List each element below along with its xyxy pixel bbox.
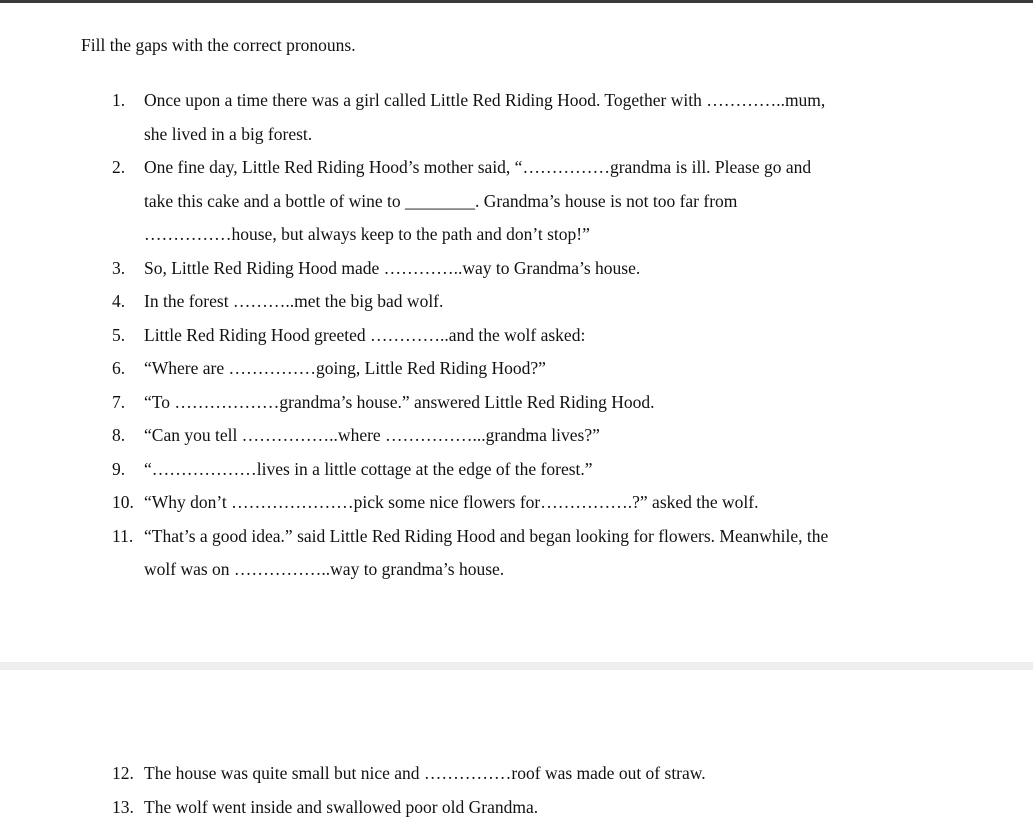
list-item — [0, 358, 1033, 392]
document-page-1 — [0, 3, 1033, 662]
item-text-line: “Where are ……………going, Little Red Riding Hood?” — [144, 358, 546, 378]
item-text-line: she lived in a big forest. — [144, 123, 313, 144]
item-number: 12. — [112, 763, 134, 783]
item-number: 2. — [112, 157, 126, 177]
item-number: 9. — [112, 458, 126, 479]
item-text-line: “That’s a good idea.” said Little Red Riding Hood and began looking for flowers. Meanwhile, the — [144, 525, 829, 546]
item-text-line: take this cake and a bottle of wine to ________. Grandma’s house is not too far from — [144, 190, 738, 211]
list-item — [0, 459, 1033, 493]
item-text-line: ……………house, but always keep to the path and don’t stop!” — [144, 224, 590, 244]
list-item — [0, 157, 1033, 258]
item-text-line: “Can you tell ……………..where ……………...grandma lives?” — [144, 425, 600, 445]
item-text-line: “Why don’t …………………pick some nice flowers for…………….?” asked the wolf. — [144, 492, 759, 512]
item-number: 7. — [112, 391, 126, 412]
exercise-list-page-2 — [0, 763, 1033, 830]
item-text-line: Little Red Riding Hood greeted …………..and the wolf asked: — [144, 324, 586, 345]
item-number: 4. — [112, 291, 126, 311]
item-text-line: In the forest ………..met the big bad wolf. — [144, 291, 444, 311]
item-text-line: “………………lives in a little cottage at the edge of the forest.” — [144, 458, 593, 479]
list-item — [0, 258, 1033, 292]
list-item — [0, 763, 1033, 797]
item-number: 10. — [112, 492, 134, 512]
item-number: 6. — [112, 358, 126, 378]
item-number: 5. — [112, 324, 126, 345]
item-number: 1. — [112, 90, 126, 110]
page-separator — [0, 662, 1033, 670]
item-text-line: wolf was on ……………..way to grandma’s house. — [144, 559, 505, 579]
item-number: 8. — [112, 425, 126, 445]
list-item — [0, 425, 1033, 459]
list-item — [0, 90, 1033, 157]
list-item — [0, 325, 1033, 359]
item-number: 11. — [112, 525, 134, 546]
item-text-line: The wolf went inside and swallowed poor old Grandma. — [144, 796, 539, 817]
item-text-line: So, Little Red Riding Hood made …………..way to Grandma’s house. — [144, 257, 641, 278]
list-item — [0, 492, 1033, 526]
exercise-list-page-1 — [0, 90, 1033, 593]
item-text-line: Once upon a time there was a girl called Little Red Riding Hood. Together with …………..mum, — [144, 90, 826, 110]
list-item — [0, 392, 1033, 426]
instruction-text: Fill the gaps with the correct pronouns. — [81, 35, 356, 55]
item-text-line: “To ………………grandma’s house.” answered Little Red Riding Hood. — [144, 391, 655, 412]
item-text-line: One fine day, Little Red Riding Hood’s mother said, “……………grandma is ill. Please go and — [144, 157, 812, 177]
item-number: 13. — [112, 796, 134, 817]
list-item — [0, 797, 1033, 831]
item-text-line: The house was quite small but nice and ……………roof was made out of straw. — [144, 763, 706, 783]
list-item — [0, 526, 1033, 593]
list-item — [0, 291, 1033, 325]
document-page-2 — [0, 670, 1033, 839]
item-number: 3. — [112, 257, 126, 278]
